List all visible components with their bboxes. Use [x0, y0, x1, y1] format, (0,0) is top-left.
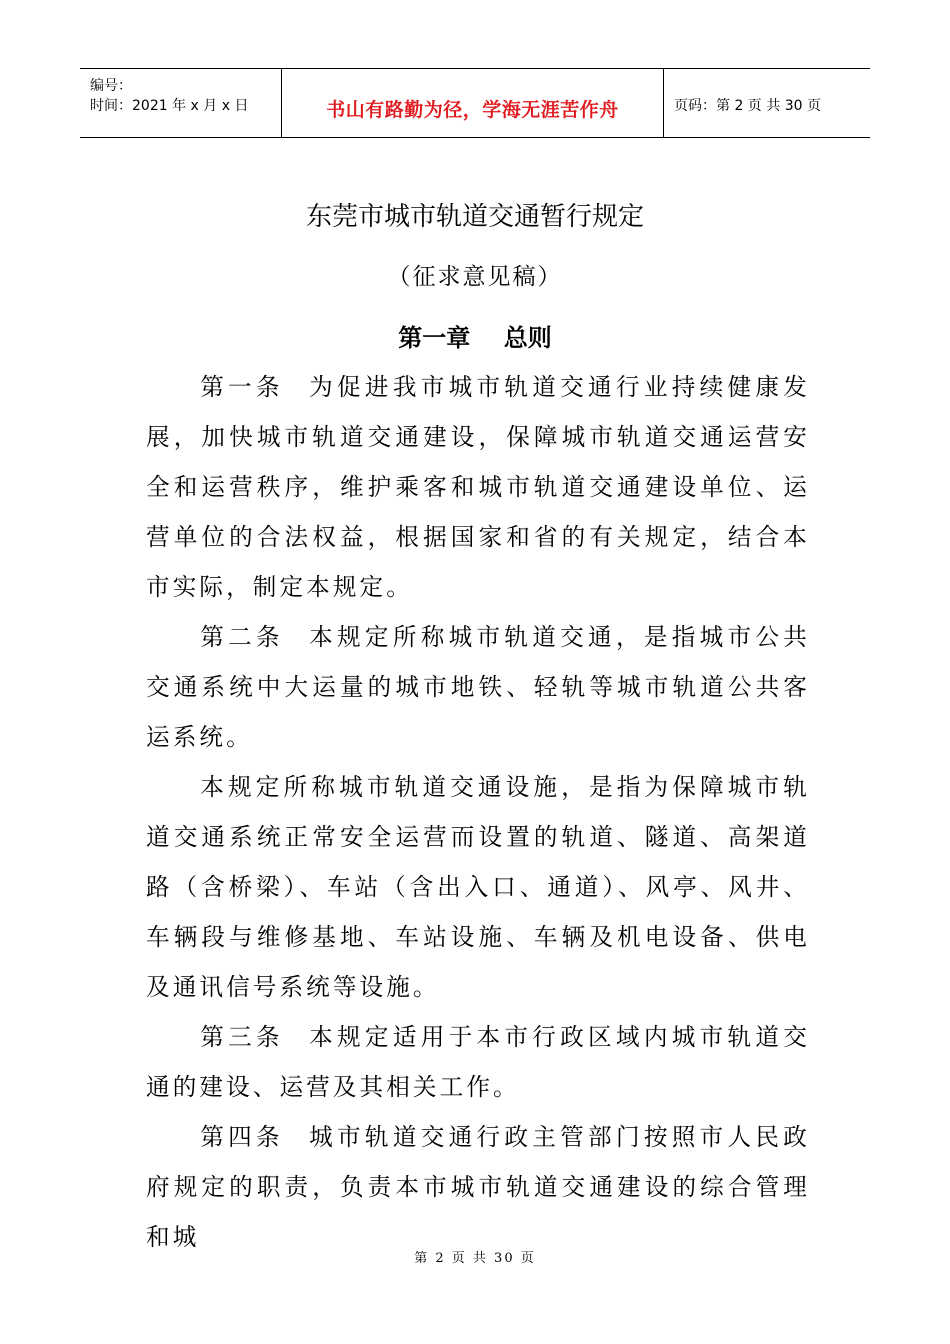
- paragraph-text: 城市轨道交通行政主管部门按照市人民政府规定的职责，负责本市城市轨道交通建设的综合管理和城: [146, 1123, 810, 1251]
- paragraph-text: 本规定所称城市轨道交通，是指城市公共交通系统中大运量的城市地铁、轻轨等城市轨道公共客运系统。: [146, 623, 810, 751]
- paragraph: [146, 612, 810, 762]
- paragraph: [146, 362, 810, 612]
- header-page-info: 页码：第 2 页 共 30 页: [674, 98, 821, 114]
- article-number: 第四条: [200, 1123, 284, 1151]
- header-motto: 书山有路勤为径，学海无涯苦作舟: [326, 99, 619, 121]
- document-body: [146, 362, 810, 1262]
- document-subtitle: （征求意见稿）: [387, 264, 563, 290]
- article-number: 第二条: [200, 623, 284, 651]
- paragraph: [146, 1012, 810, 1112]
- document-title: 东莞市城市轨道交通暂行规定: [305, 202, 644, 232]
- page-footer: 第 2 页 共 30 页: [414, 1251, 536, 1266]
- paragraph: [146, 1112, 810, 1262]
- header-table: [80, 68, 870, 138]
- paragraph-text: 本规定所称城市轨道交通设施，是指为保障城市轨道交通系统正常安全运营而设置的轨道、隧道、高架道路（含桥梁）、车站（含出入口、通道）、风亭、风井、车辆段与维修基地、车站设施、车辆及机电设备、供电及通讯信号系统等设施。: [146, 773, 810, 1001]
- article-number: 第三条: [200, 1023, 284, 1051]
- paragraph-text: 本规定适用于本市行政区域内城市轨道交通的建设、运营及其相关工作。: [146, 1023, 810, 1101]
- header-motto-cell: [282, 69, 664, 137]
- paragraph-text: 为促进我市城市轨道交通行业持续健康发展，加快城市轨道交通建设，保障城市轨道交通运营安全和运营秩序，维护乘客和城市轨道交通建设单位、运营单位的合法权益，根据国家和省的有关规定，结合本市实际，制定本规定。: [146, 373, 810, 601]
- chapter-heading: 第一章 总则: [398, 324, 552, 352]
- paragraph: [146, 762, 810, 1012]
- document-number-label: 编号：: [90, 78, 132, 94]
- header-page-cell: [664, 69, 870, 137]
- article-number: 第一条: [200, 373, 284, 401]
- header-meta-cell: [80, 69, 282, 137]
- document-time-label: 时间：2021 年 x 月 x 日: [90, 98, 249, 114]
